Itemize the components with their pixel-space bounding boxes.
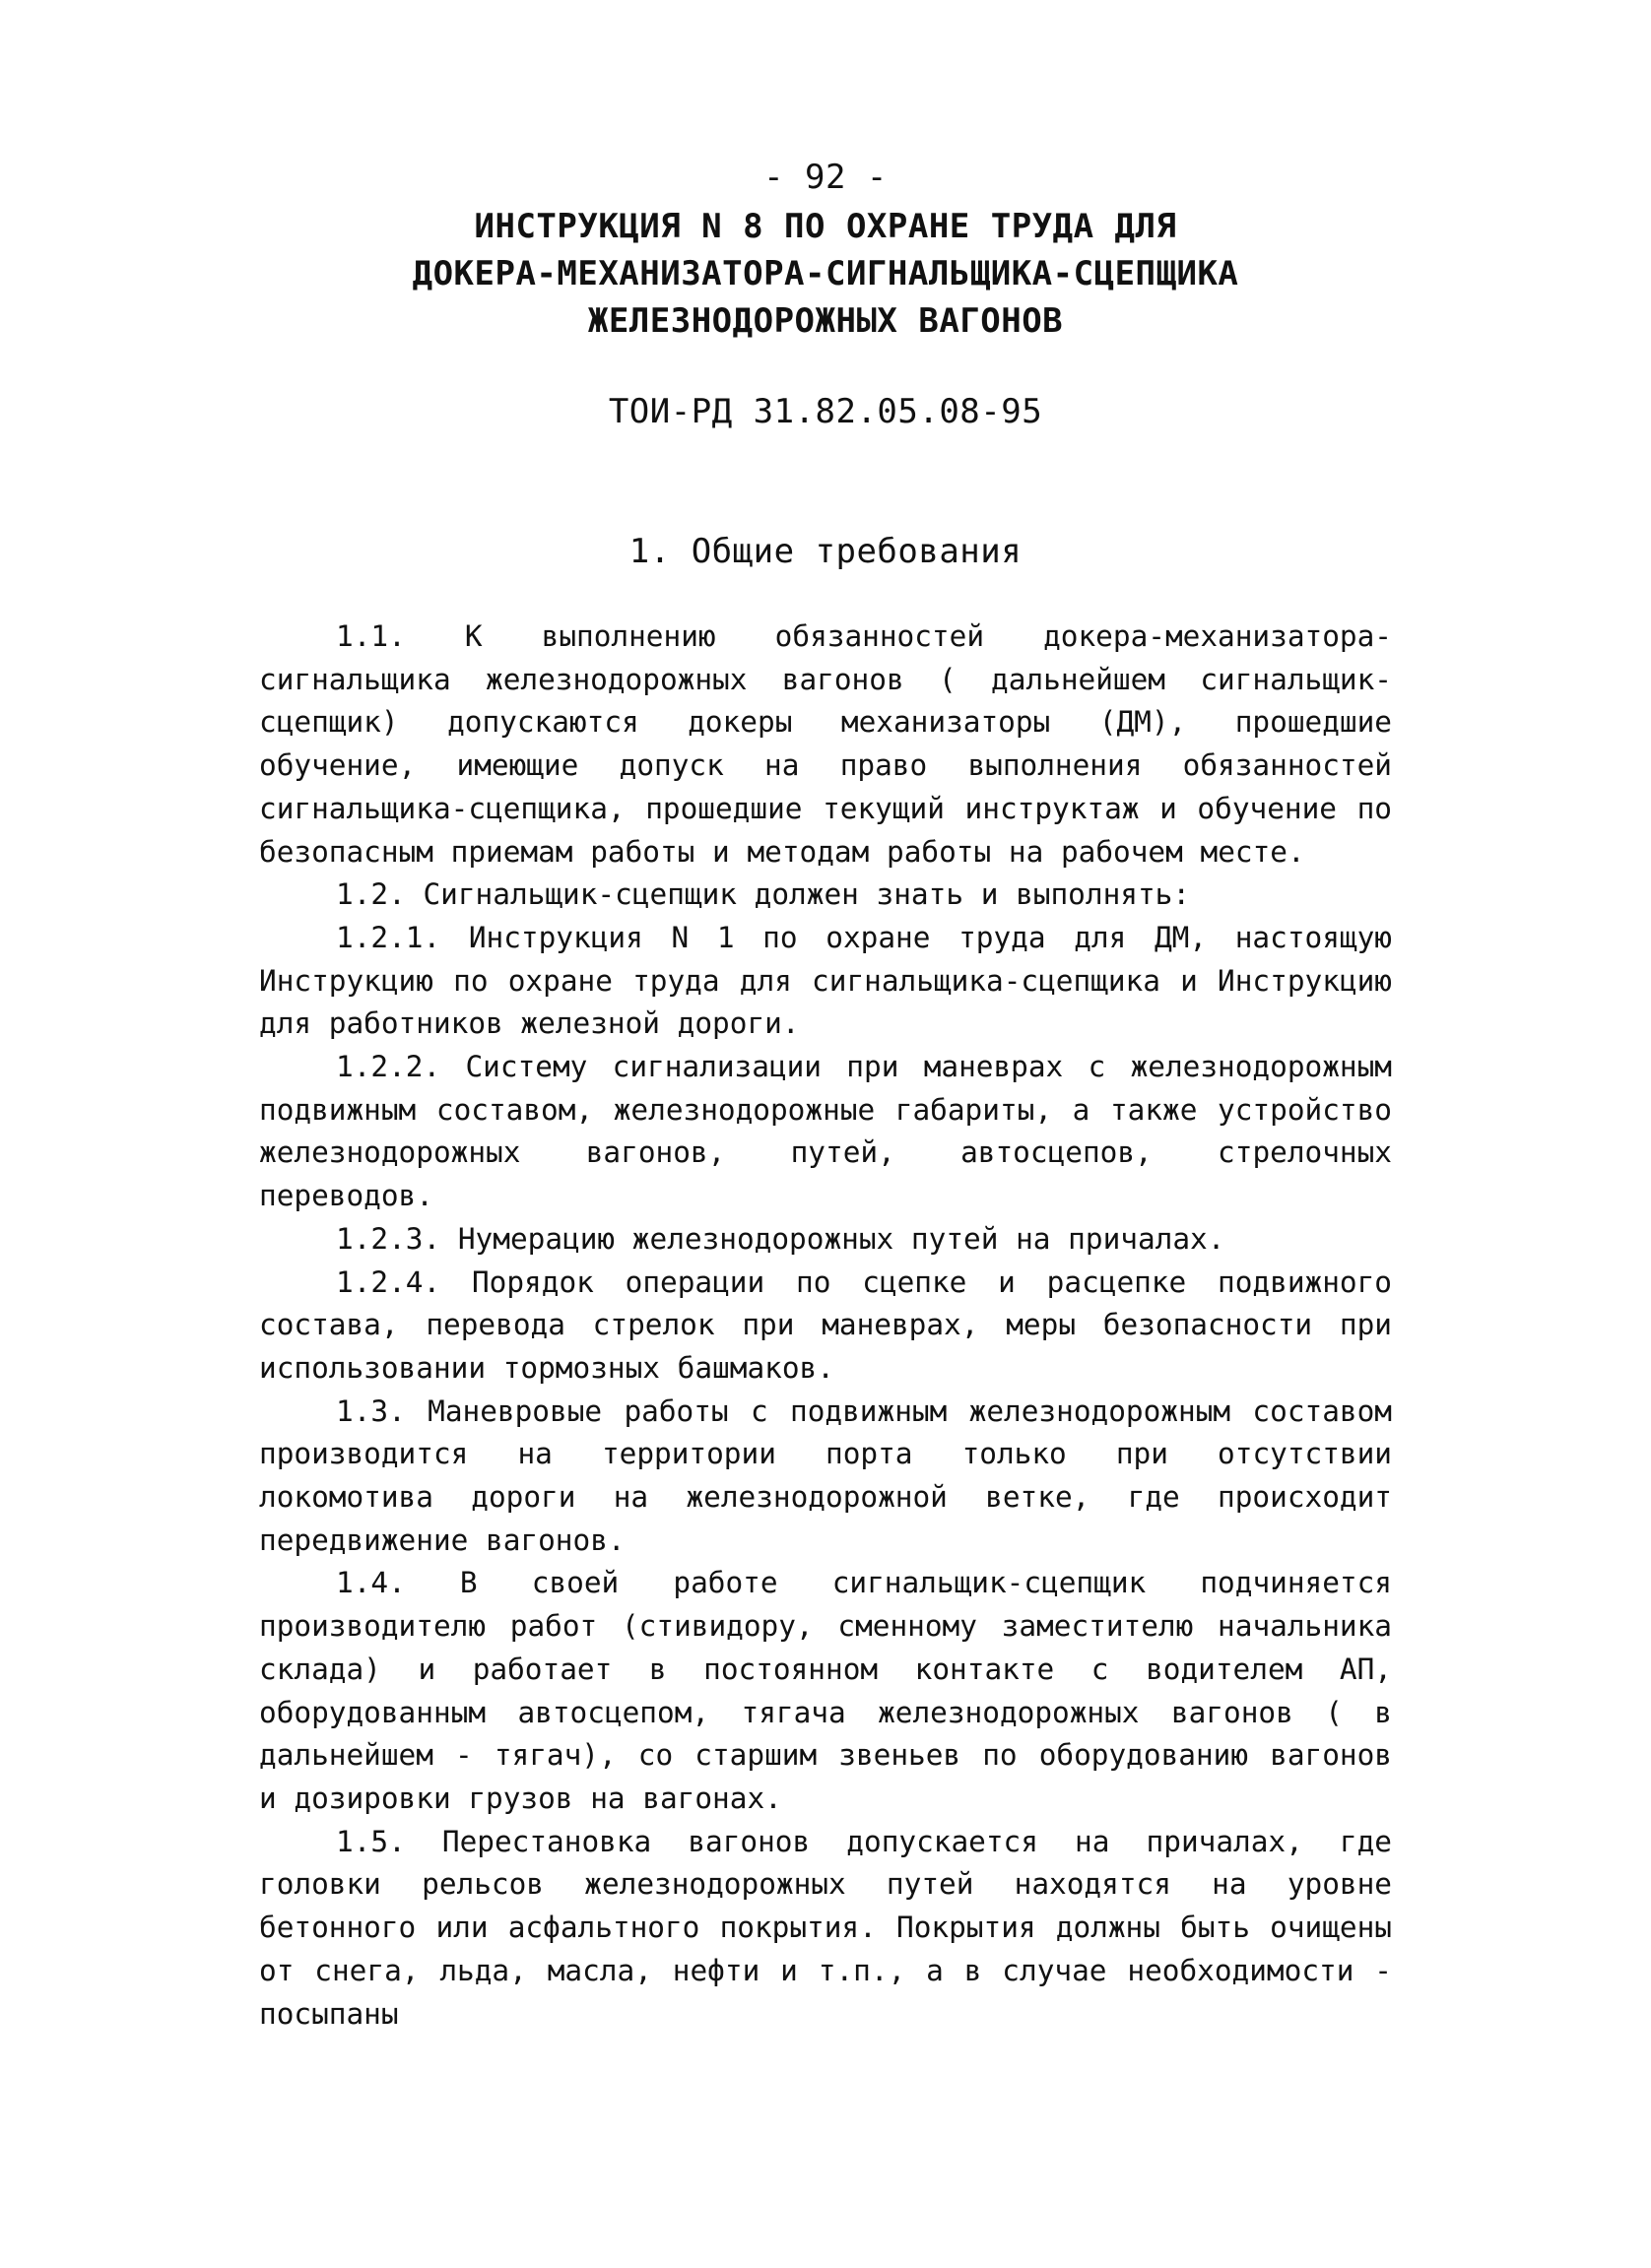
body-text	[259, 616, 1392, 2036]
paragraph-1-2: 1.2. Сигнальщик-сцепщик должен знать и выполнять:	[336, 877, 1191, 912]
paragraph-1-5: 1.5. Перестановка вагонов допускается на причалах, где головки рельсов железнодорожных путей находятся на уровне бетонного или асфальтного покрытия. Покрытия должны быть очищены от снега, льда, масла, нефти и т.п., а в случае необходимости - посыпаны	[259, 1824, 1392, 2031]
paragraph-1-2-1: 1.2.1. Инструкция N 1 по охране труда для ДМ, настоящую Инструкцию по охране труда для сигнальщика-сцепщика и Инструкцию для работников железной дороги.	[259, 920, 1392, 1041]
paragraph-1-2-2: 1.2.2. Систему сигнализации при маневрах с железнодорожным подвижным составом, железнодорожные габариты, а также устройство железнодорожных вагонов, путей, автосцепов, стрелочных переводов.	[259, 1050, 1392, 1213]
paragraph-1-3: 1.3. Маневровые работы с подвижным железнодорожным составом производится на территории порта только при отсутствии локомотива дороги на железнодорожной ветке, где происходит передвижение вагонов.	[259, 1393, 1392, 1557]
document-title-line-1: ИНСТРУКЦИЯ N 8 ПО ОХРАНЕ ТРУДА ДЛЯ	[474, 207, 1177, 246]
paragraph-1-2-3: 1.2.3. Нумерацию железнодорожных путей на причалах.	[336, 1221, 1225, 1256]
paragraph-1-1: 1.1. К выполнению обязанностей докера-механизатора-сигнальщика железнодорожных вагонов ( дальнейшем сигнальщик-сцепщик) допускаются докеры механизаторы (ДМ), прошедшие обучение, имеющие допуск на право выполнения обязанностей сигнальщика-сцепщика, прошедшие текущий инструктаж и обучение по безопасным приемам работы и методам работы на рабочем месте.	[259, 619, 1392, 869]
document-code: ТОИ-РД 31.82.05.08-95	[608, 392, 1043, 431]
paragraph-1-2-4: 1.2.4. Порядок операции по сцепке и расцепке подвижного состава, перевода стрелок при маневрах, меры безопасности при использовании тормозных башмаков.	[259, 1264, 1392, 1385]
page-number: - 92 -	[763, 158, 888, 197]
section-heading: 1. Общие требования	[628, 532, 1023, 571]
paragraph-1-4: 1.4. В своей работе сигнальщик-сцепщик подчиняется производителю работ (стивидору, сменному заместителю начальника склада) и работает в постоянном контакте с водителем АП, оборудованным автосцепом, тягача железнодорожных вагонов ( в дальнейшем - тягач), со старшим звеньев по оборудованию вагонов и дозировки грузов на вагонах.	[259, 1566, 1392, 1815]
document-title-line-2: ДОКЕРА-МЕХАНИЗАТОРА-СИГНАЛЬЩИКА-СЦЕПЩИКА	[412, 254, 1239, 293]
document-title-line-3: ЖЕЛЕЗНОДОРОЖНЫХ ВАГОНОВ	[587, 301, 1064, 341]
